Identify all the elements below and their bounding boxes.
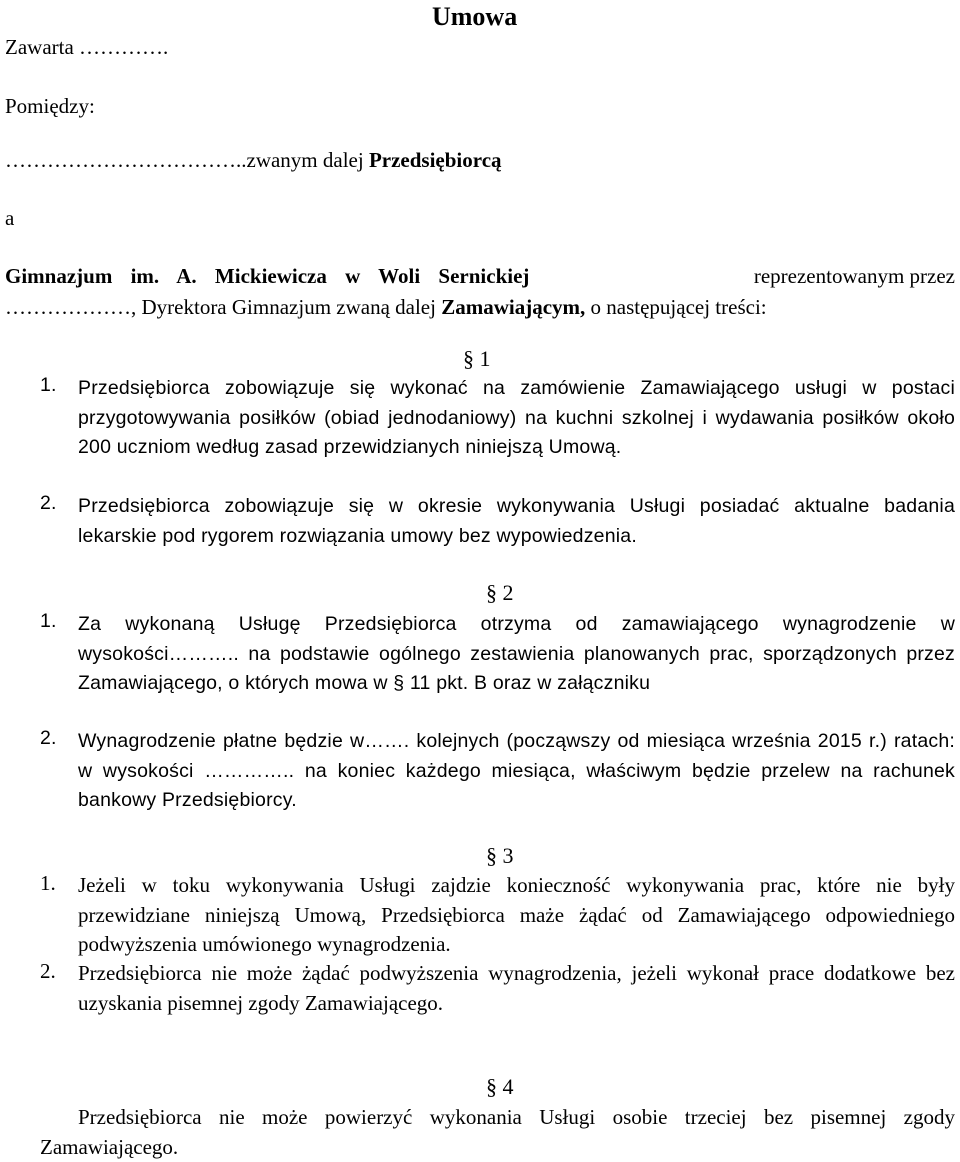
- paragraph-number: 1.: [40, 610, 57, 632]
- director-line-prefix: ………………, Dyrektora Gimnazjum zwaną dalej: [5, 295, 442, 319]
- section-3-heading: § 3: [486, 843, 514, 868]
- paragraph-number: 2.: [40, 959, 56, 983]
- entrepreneur-name: Przedsiębiorcą: [368, 148, 502, 172]
- section-2-heading: § 2: [486, 580, 514, 605]
- document-title: Umowa: [432, 2, 518, 31]
- section-2-paragraph-2: [40, 727, 955, 816]
- paragraph-text: Przedsiębiorca zobowiązuje się wykonać na zamówienie Zamawiającego usługi w postaci przygotowywania posiłków (obiad jednodaniowy) na kuchni szkolnej i wydawania posiłków około 200 uczniom według zasad przewidzianych niniejszą Umową.: [78, 377, 955, 458]
- section-4-heading: § 4: [486, 1074, 514, 1099]
- section-3-paragraph-1: [40, 871, 955, 960]
- section-2-paragraph-1: [40, 610, 955, 699]
- paragraph-number: 2.: [40, 727, 57, 749]
- school-name: Gimnazjum im. A. Mickiewicza w Woli Sernickiej: [5, 264, 530, 288]
- director-line-suffix: o następującej treści:: [585, 295, 767, 319]
- section-1-heading: § 1: [463, 346, 491, 371]
- paragraph-text: Jeżeli w toku wykonywania Usługi zajdzie konieczność wykonywania prac, które nie były przewidziane niniejszą Umową, Przedsiębiorca maże żądać od Zamawiającego odpowiedniego podwyższenia umówionego wynagrodzenia.: [78, 873, 955, 956]
- paragraph-number: 1.: [40, 374, 57, 396]
- entrepreneur-line-prefix: ……………………………..zwanym dalej: [5, 148, 369, 172]
- paragraph-text: Przedsiębiorca zobowiązuje się w okresie wykonywania Usługi posiadać aktualne badania lekarskie pod rygorem rozwiązania umowy bez wypowiedzenia.: [78, 495, 955, 547]
- school-line: [5, 266, 955, 287]
- paragraph-number: 1.: [40, 871, 56, 895]
- paragraph-number: 2.: [40, 492, 57, 514]
- paragraph-text: Za wykonaną Usługę Przedsiębiorca otrzyma od zamawiającego wynagrodzenie w wysokości……….. na podstawie ogólnego zestawienia planowanych prac, sporządzonych przez Zamawiającego, o których mowa w § 11 pkt. B oraz w załączniku: [78, 613, 955, 694]
- section-1-paragraph-1: [40, 374, 955, 463]
- section-3-paragraph-2: [40, 959, 955, 1018]
- represented-by: reprezentowanym przez: [753, 264, 955, 288]
- concluded-line: Zawarta ………….: [5, 35, 169, 59]
- section-1-paragraph-2: [40, 492, 955, 551]
- paragraph-text: Przedsiębiorca nie może powierzyć wykonania Usługi osobie trzeciej bez pisemnej zgody Zamawiającego.: [40, 1105, 955, 1159]
- paragraph-text: Wynagrodzenie płatne będzie w……. kolejnych (począwszy od miesiąca września 2015 r.) ratach: w wysokości ………….. na koniec każdego miesiąca, właściwym będzie przelew na rachunek bankowy Przedsiębiorcy.: [78, 730, 955, 811]
- client-name: Zamawiającym,: [441, 295, 586, 319]
- director-line: [5, 297, 767, 318]
- entrepreneur-line: [5, 150, 502, 171]
- section-4-paragraph: [40, 1103, 955, 1162]
- paragraph-text: Przedsiębiorca nie może żądać podwyższenia wynagrodzenia, jeżeli wykonał prace dodatkowe bez uzyskania pisemnej zgody Zamawiającego.: [78, 961, 955, 1015]
- between-label: Pomiędzy:: [5, 94, 95, 118]
- and-label: a: [5, 206, 15, 230]
